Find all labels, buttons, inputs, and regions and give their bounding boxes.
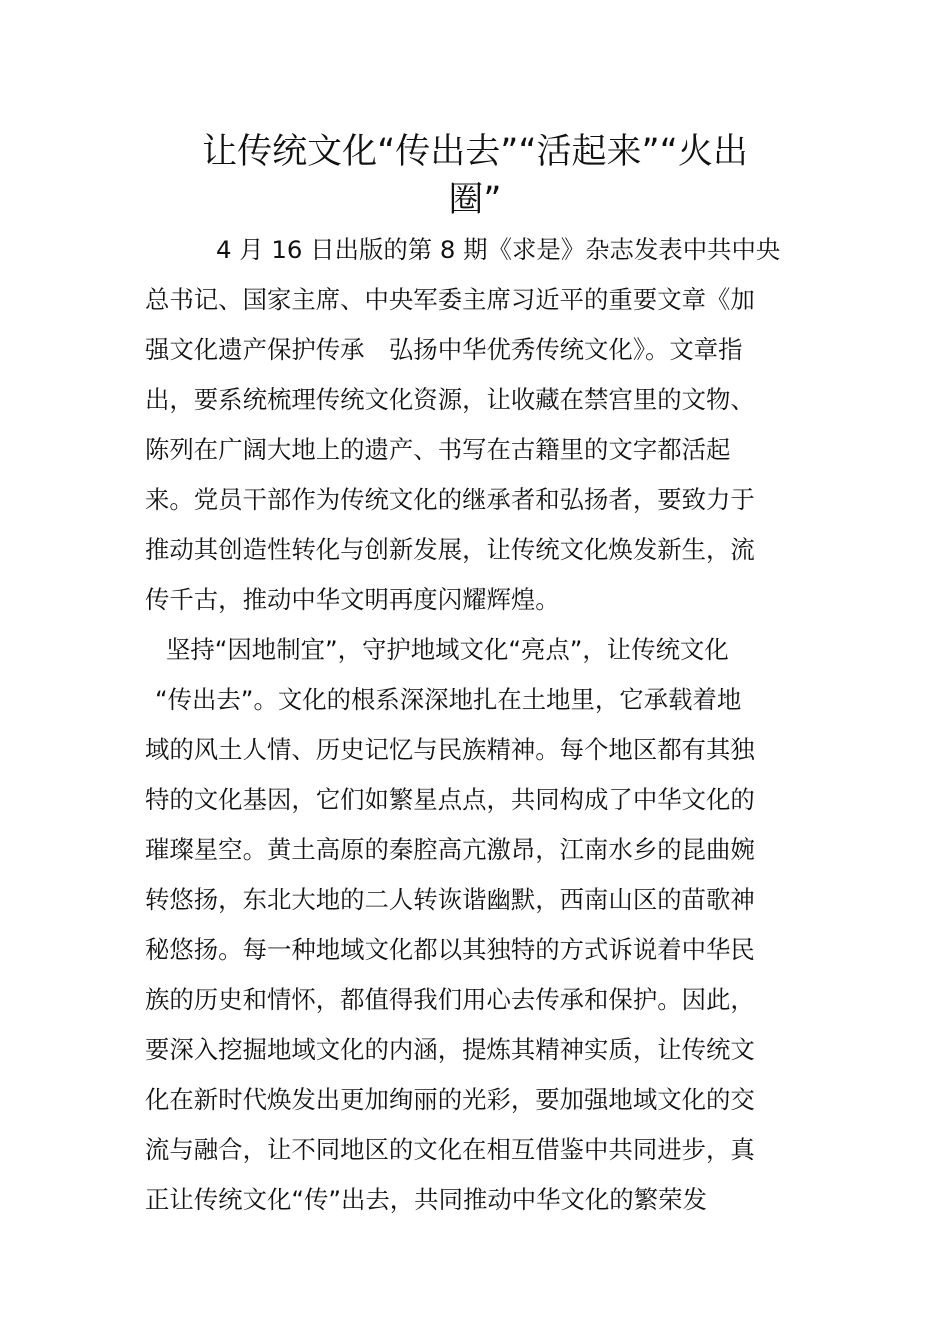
paragraph-line: 族的历史和情怀，都值得我们用心去传承和保护。因此， (145, 985, 755, 1014)
paragraph-line: 转悠扬，东北大地的二人转诙谐幽默，西南山区的苗歌神 (145, 885, 755, 914)
paragraph-line: 正让传统文化“传”出去，共同推动中华文化的繁荣发 (145, 1185, 707, 1214)
paragraph-line: 秘悠扬。每一种地域文化都以其独特的方式诉说着中华民 (145, 935, 755, 964)
paragraph-line: 传千古，推动中华文明再度闪耀辉煌。 (145, 585, 560, 614)
paragraph-line: 坚持“因地制宜”，守护地域文化“亮点”，让传统文化 (166, 635, 729, 664)
paragraph-line: 推动其创造性转化与创新发展，让传统文化焕发新生，流 (145, 535, 755, 564)
paragraph-line: 要深入挖掘地域文化的内涵，提炼其精神实质，让传统文 (145, 1035, 755, 1064)
paragraph-line: “传出去”。文化的根系深深地扎在土地里，它承载着地 (155, 685, 742, 714)
paragraph-line: 总书记、国家主席、中央军委主席习近平的重要文章《加 (145, 285, 755, 314)
paragraph-line: 璀璨星空。黄土高原的秦腔高亢激昂，江南水乡的昆曲婉 (145, 835, 755, 864)
paragraph-line: 出，要系统梳理传统文化资源，让收藏在禁宫里的文物、 (145, 385, 755, 414)
paragraph-line: 4 月 16 日出版的第 8 期《求是》杂志发表中共中央 (216, 235, 781, 264)
paragraph-line: 域的风土人情、历史记忆与民族精神。每个地区都有其独 (145, 735, 755, 764)
paragraph-line: 流与融合，让不同地区的文化在相互借鉴中共同进步，真 (145, 1135, 755, 1164)
title-line: 让传统文化“传出去”“活起来”“火出 (202, 132, 748, 172)
document-title (140, 128, 810, 224)
paragraph-line: 来。党员干部作为传统文化的继承者和弘扬者，要致力于 (145, 485, 755, 514)
title-line: 圈” (448, 180, 502, 220)
paragraph-line: 强文化遗产保护传承 弘扬中华优秀传统文化》。文章指 (145, 335, 743, 364)
paragraph-line: 化在新时代焕发出更加绚丽的光彩，要加强地域文化的交 (145, 1085, 755, 1114)
paragraph-line: 陈列在广阔大地上的遗产、书写在古籍里的文字都活起 (145, 435, 731, 464)
document-body (145, 228, 810, 1228)
paragraph-line: 特的文化基因，它们如繁星点点，共同构成了中华文化的 (145, 785, 755, 814)
